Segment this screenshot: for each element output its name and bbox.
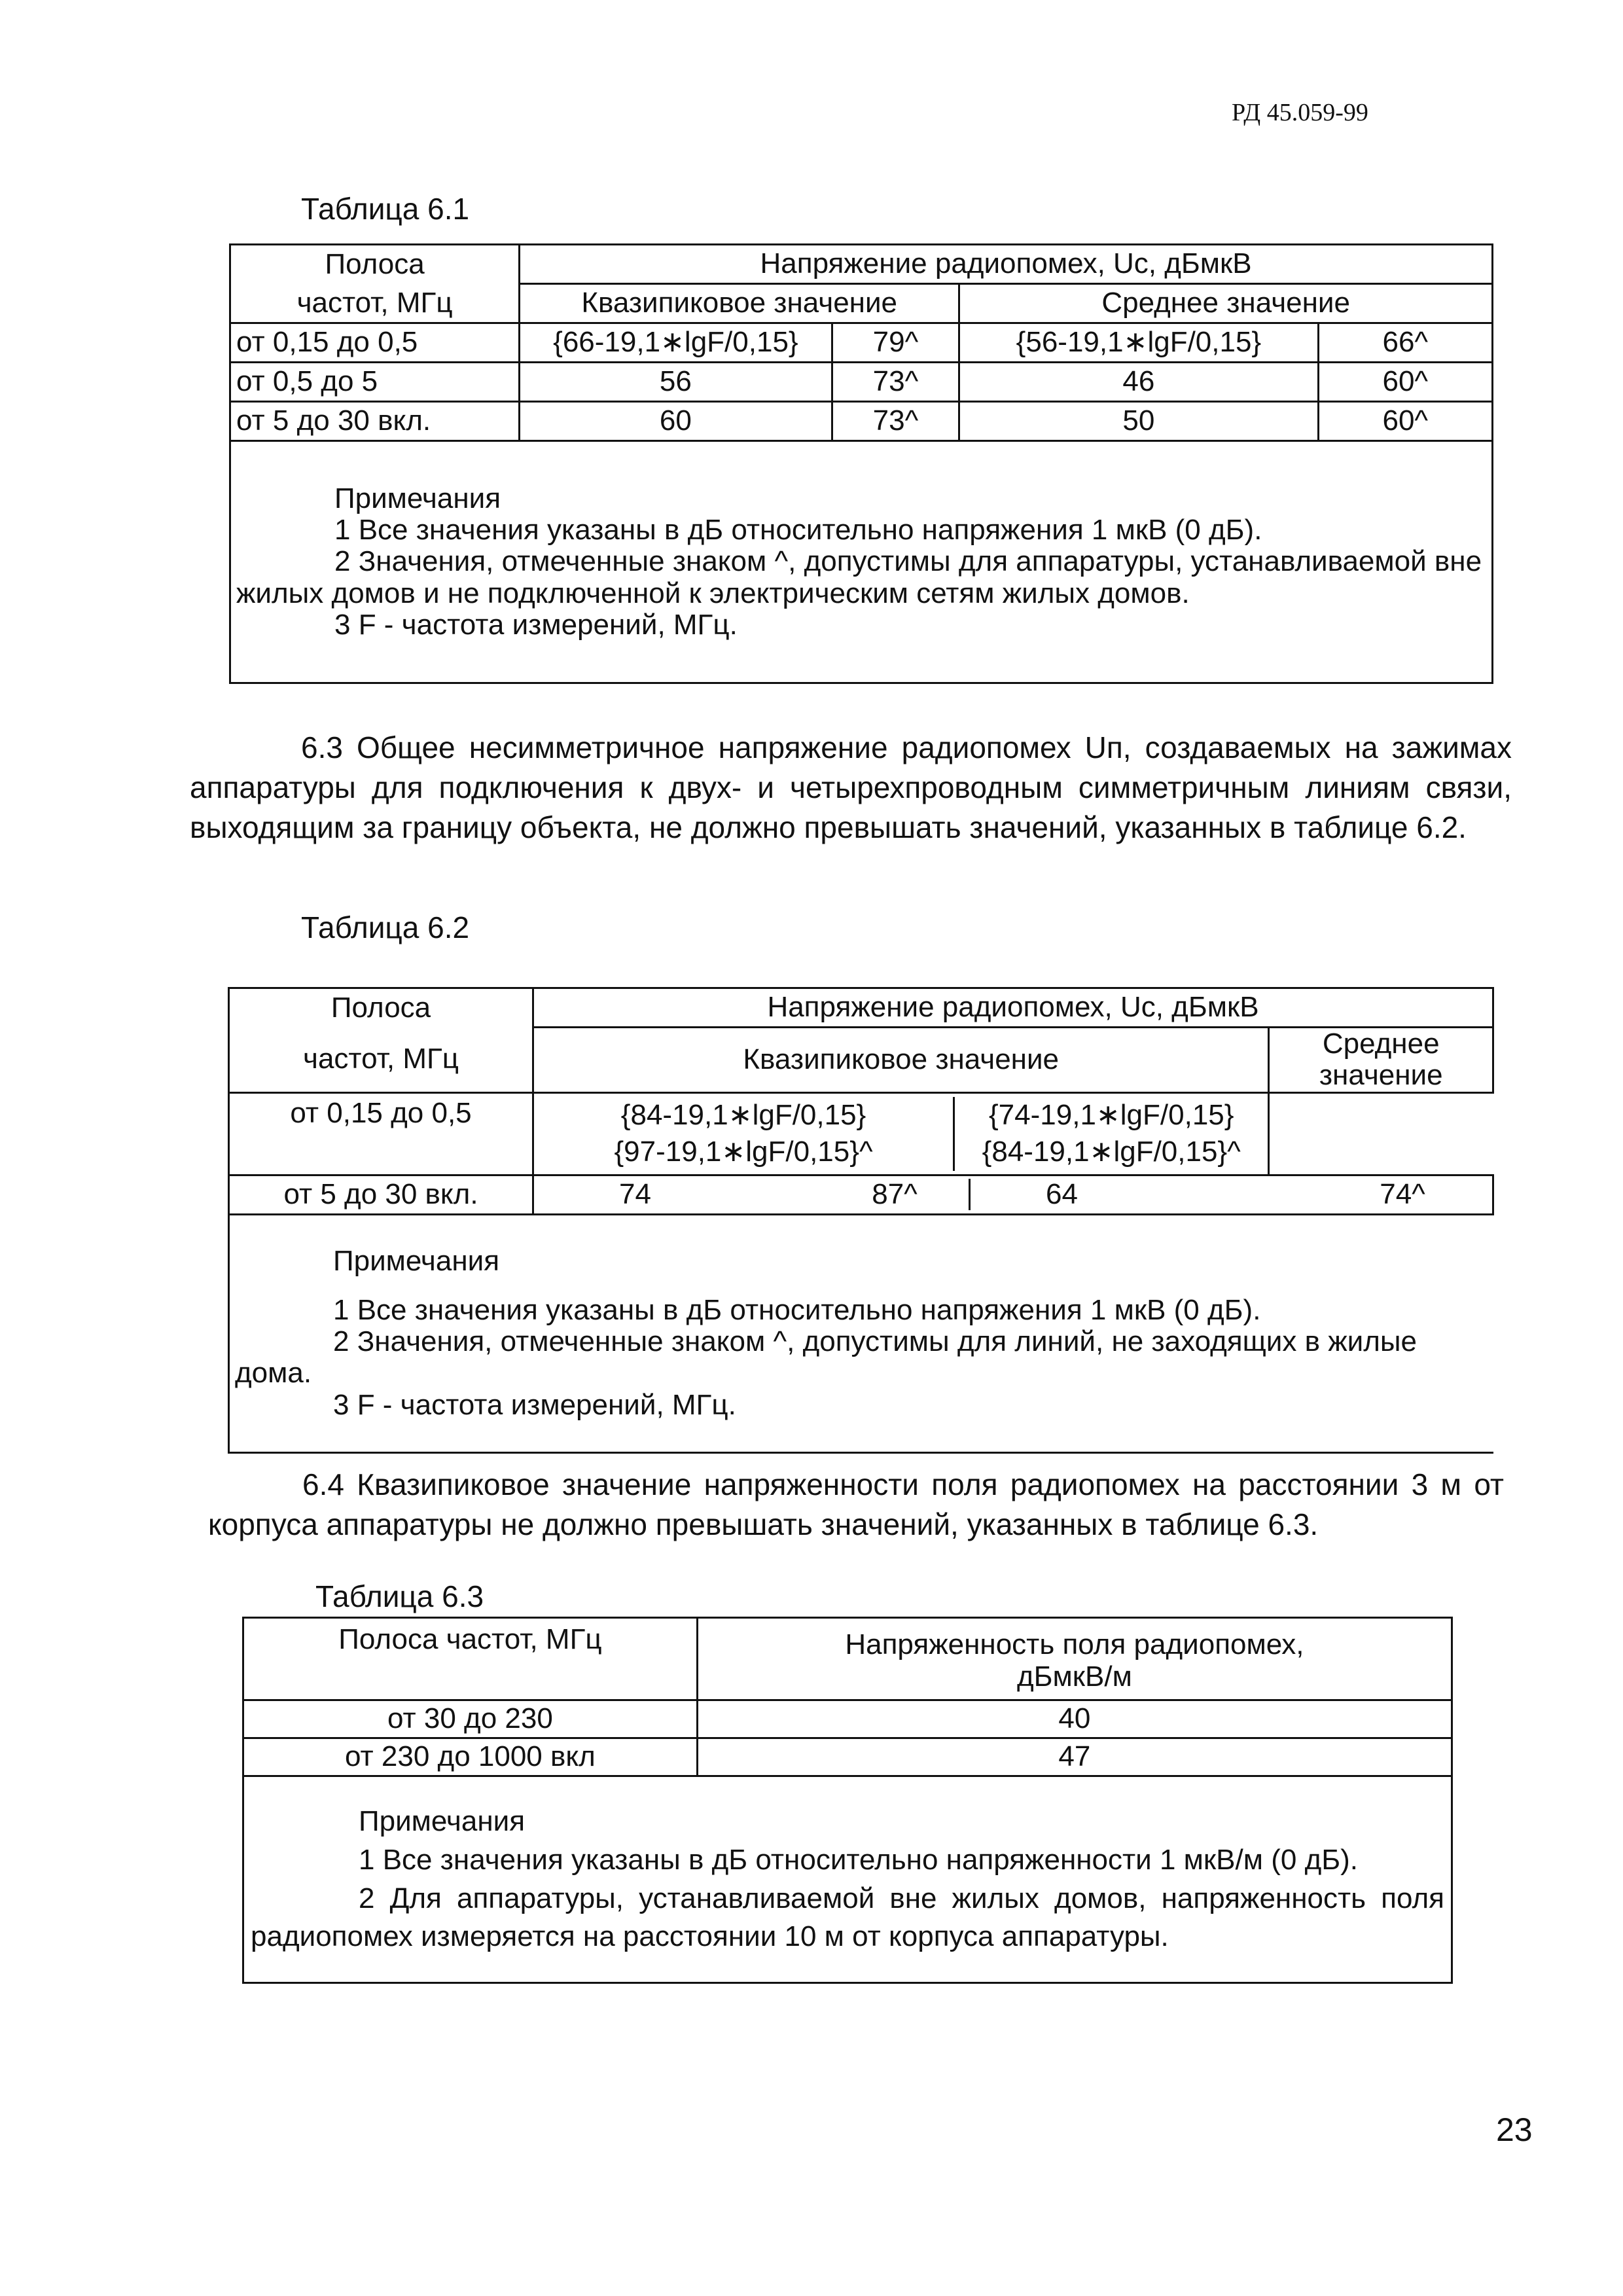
average-header: Среднее значение [1269, 1028, 1493, 1093]
note-item: 1 Все значения указаны в дБ относительно напряжения 1 мкВ (0 дБ). [333, 1293, 1261, 1326]
table-6-3-caption: Таблица 6.3 [315, 1579, 484, 1613]
quasi-value: 56 [520, 363, 832, 402]
field-strength-unit: дБмкВ/м [1016, 1660, 1132, 1693]
note-item: 2 Для аппаратуры, устанавливаемой вне жилых домов, напряженность поля радиопомех измеряется на расстоянии 10 м от корпуса аппаратуры. [251, 1882, 1444, 1953]
note-item: 1 Все значения указаны в дБ относительно напряженности 1 мкВ/м (0 дБ). [359, 1843, 1359, 1876]
average-value: 46 [959, 363, 1318, 402]
band-cell: от 5 до 30 вкл. [230, 402, 520, 441]
document-code: РД 45.059-99 [1232, 99, 1368, 126]
table-row [229, 1175, 1493, 1214]
table-row [230, 323, 1493, 363]
table-6-3 [242, 1617, 1453, 1984]
average-value-caret: 66^ [1318, 323, 1492, 363]
average-value: 64 [970, 1179, 1313, 1210]
notes-title: Примечания [334, 482, 501, 514]
table-row [229, 1092, 1493, 1175]
note-item: 3 F - частота измерений, МГц. [334, 609, 738, 641]
average-formula-caret: {84-19,1∗lgF/0,15}^ [954, 1134, 1268, 1170]
section-6-3-text: 6.3 Общее несимметричное напряжение радиопомех Uп, создаваемых на зажимах аппаратуры для подключения к двух- и четырехпроводным симметричным линиям связи, выходящим за границу объекта, не должно превышать значений, указанных в таблице 6.2. [190, 730, 1512, 845]
average-value: 50 [959, 402, 1318, 441]
table-6-2 [228, 987, 1494, 1454]
average-value: {56-19,1∗lgF/0,15} [959, 323, 1318, 363]
table-notes [243, 1776, 1452, 1983]
average-formula: {74-19,1∗lgF/0,15} [954, 1097, 1268, 1134]
band-cell: от 5 до 30 вкл. [229, 1175, 533, 1214]
field-strength-header: Напряженность поля радиопомех, [845, 1628, 1304, 1661]
quasi-value: 74 [619, 1178, 651, 1211]
quasi-value-caret: 73^ [832, 363, 959, 402]
note-item: 3 F - частота измерений, МГц. [333, 1388, 736, 1421]
table-6-1-caption: Таблица 6.1 [301, 192, 470, 226]
table-row [243, 1700, 1452, 1738]
quasi-peak-header: Квазипиковое значение [533, 1028, 1269, 1093]
quasi-formula: {84-19,1∗lgF/0,15} [620, 1098, 866, 1131]
band-cell: от 230 до 1000 вкл [243, 1738, 698, 1776]
page-number: 23 [1496, 2111, 1533, 2148]
voltage-header: Напряжение радиопомех, Uc, дБмкВ [520, 245, 1493, 284]
quasi-peak-header: Квазипиковое значение [520, 284, 959, 323]
table-row [230, 402, 1493, 441]
average-value-caret: 74^ [1380, 1178, 1425, 1211]
table-notes [229, 1214, 1493, 1452]
average-value-caret: 60^ [1318, 402, 1492, 441]
band-cell: от 0,5 до 5 [230, 363, 520, 402]
band-header: Полоса частот, МГц [243, 1618, 698, 1700]
band-header-top: Полоса [229, 988, 533, 1028]
field-value: 47 [697, 1738, 1452, 1776]
table-6-2-caption: Таблица 6.2 [301, 910, 470, 944]
field-value: 40 [697, 1700, 1452, 1738]
average-value-caret: 60^ [1318, 363, 1492, 402]
quasi-value: {66-19,1∗lgF/0,15} [520, 323, 832, 363]
table-6-1 [229, 243, 1493, 684]
band-header-bottom: частот, МГц [229, 1028, 533, 1093]
band-header-top: Полоса [230, 245, 520, 284]
note-item: 1 Все значения указаны в дБ относительно напряжения 1 мкВ (0 дБ). [334, 513, 1262, 546]
quasi-value-caret: 79^ [832, 323, 959, 363]
band-cell: от 0,15 до 0,5 [230, 323, 520, 363]
note-item: 2 Значения, отмеченные знаком ^, допустимы для аппаратуры, устанавливаемой вне жилых домов и не подключенной к электрическим сетям жилых домов. [236, 545, 1482, 609]
table-notes [230, 441, 1493, 683]
average-header: Среднее значение [959, 284, 1493, 323]
table-row [230, 363, 1493, 402]
band-cell: от 0,15 до 0,5 [229, 1092, 533, 1175]
quasi-value-caret: 87^ [872, 1178, 918, 1211]
notes-title: Примечания [359, 1805, 526, 1838]
section-6-4-text: 6.4 Квазипиковое значение напряженности поля радиопомех на расстоянии 3 м от корпуса аппаратуры не должно превышать значений, указанных в таблице 6.3. [208, 1467, 1504, 1542]
quasi-value: 60 [520, 402, 832, 441]
table-row [243, 1738, 1452, 1776]
band-header-bottom: частот, МГц [230, 284, 520, 323]
band-cell: от 30 до 230 [243, 1700, 698, 1738]
note-item: 2 Значения, отмеченные знаком ^, допустимы для линий, не заходящих в жилые дома. [235, 1325, 1417, 1390]
quasi-value-caret: 73^ [832, 402, 959, 441]
voltage-header: Напряжение радиопомех, Uc, дБмкВ [533, 988, 1493, 1028]
quasi-formula-caret: {97-19,1∗lgF/0,15}^ [614, 1136, 873, 1168]
notes-title: Примечания [333, 1245, 500, 1278]
